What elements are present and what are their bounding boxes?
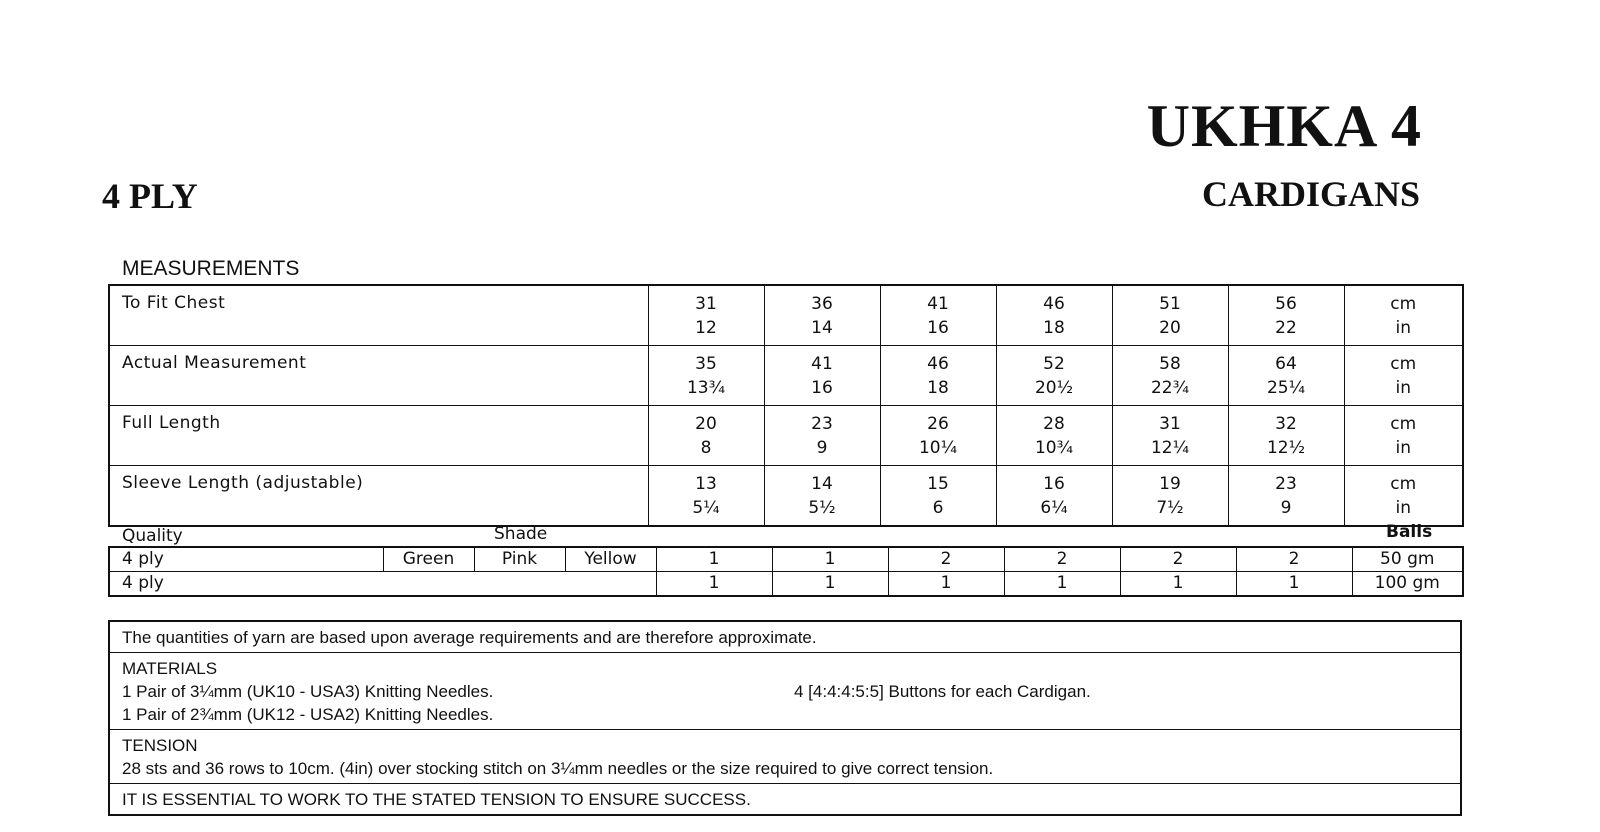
value-in: 22 <box>1275 317 1297 338</box>
value-cm: 36 <box>811 293 833 314</box>
shade-cell: Yellow <box>565 547 656 572</box>
value-in: 25¼ <box>1266 377 1306 398</box>
measurement-row <box>109 346 1463 406</box>
measurements-heading: MEASUREMENTS <box>122 257 300 280</box>
value-in: 13¾ <box>686 377 726 398</box>
buttons-requirement: 4 [4:4:4:5:5] Buttons for each Cardigan. <box>794 682 1091 701</box>
size-value <box>1228 466 1344 527</box>
unit-in: in <box>1395 317 1411 338</box>
size-value <box>880 406 996 466</box>
value-cm: 13 <box>695 473 717 494</box>
size-value <box>648 346 764 406</box>
size-value <box>880 466 996 527</box>
value-in: 16 <box>927 317 949 338</box>
pattern-code: UKHKA 4 <box>1146 93 1422 159</box>
tension-text: 28 sts and 36 rows to 10cm. (4in) over stocking stitch on 3¼mm needles or the size required to give correct tension. <box>122 759 994 778</box>
value-in: 18 <box>927 377 949 398</box>
quality-label: Quality <box>122 526 183 546</box>
value-in: 5¼ <box>692 497 720 518</box>
balls-label: Balls <box>1386 522 1433 542</box>
value-cm: 51 <box>1159 293 1181 314</box>
info-box <box>108 620 1462 816</box>
yarn-table <box>108 546 1464 597</box>
size-value <box>764 466 880 527</box>
value-cm: 31 <box>695 293 717 314</box>
pattern-subtitle: CARDIGANS <box>1201 174 1420 214</box>
yarn-row <box>109 572 1463 597</box>
measurements-table <box>108 284 1464 527</box>
value-cm: 52 <box>1043 353 1065 374</box>
unit-cm: cm <box>1390 353 1417 374</box>
size-value <box>996 346 1112 406</box>
yarn-quality: 4 ply <box>109 572 656 597</box>
size-value <box>1228 346 1344 406</box>
value-in: 9 <box>1280 497 1292 518</box>
size-value <box>996 285 1112 346</box>
size-value <box>1112 346 1228 406</box>
shade-cell: Pink <box>474 547 565 572</box>
value-cm: 41 <box>927 293 949 314</box>
balls-count: 2 <box>1004 547 1120 572</box>
value-in: 8 <box>700 437 712 458</box>
value-in: 22¾ <box>1150 377 1190 398</box>
value-cm: 46 <box>1043 293 1065 314</box>
balls-count: 1 <box>656 572 772 597</box>
size-value <box>1228 406 1344 466</box>
size-value <box>648 466 764 527</box>
ball-weight: 50 gm <box>1352 547 1463 572</box>
value-cm: 19 <box>1159 473 1181 494</box>
unit-in: in <box>1395 437 1411 458</box>
unit-cell <box>1344 406 1463 466</box>
unit-cell <box>1344 466 1463 527</box>
unit-cell <box>1344 285 1463 346</box>
value-cm: 14 <box>811 473 833 494</box>
tension-heading: TENSION <box>122 736 198 755</box>
yarn-body <box>109 547 1463 596</box>
yarn-quality: 4 ply <box>109 547 383 572</box>
size-value <box>648 406 764 466</box>
balls-count: 1 <box>1004 572 1120 597</box>
value-cm: 58 <box>1159 353 1181 374</box>
measurement-label: Full Length <box>109 406 648 466</box>
value-cm: 15 <box>927 473 949 494</box>
size-value <box>996 466 1112 527</box>
shade-cell: Green <box>383 547 474 572</box>
value-cm: 28 <box>1043 413 1065 434</box>
unit-in: in <box>1395 497 1411 518</box>
unit-cell <box>1344 346 1463 406</box>
size-value <box>764 406 880 466</box>
balls-count: 1 <box>772 547 888 572</box>
shade-label: Shade <box>494 524 548 544</box>
unit-cm: cm <box>1390 293 1417 314</box>
value-in: 20½ <box>1034 377 1074 398</box>
unit-in: in <box>1395 377 1411 398</box>
value-in: 20 <box>1159 317 1181 338</box>
value-in: 14 <box>811 317 833 338</box>
value-in: 7½ <box>1156 497 1184 518</box>
measurement-label: Actual Measurement <box>109 346 648 406</box>
value-in: 12¼ <box>1150 437 1190 458</box>
balls-count: 2 <box>1236 547 1352 572</box>
size-value <box>1112 406 1228 466</box>
value-cm: 46 <box>927 353 949 374</box>
value-cm: 35 <box>695 353 717 374</box>
value-in: 5½ <box>808 497 836 518</box>
size-value <box>880 285 996 346</box>
value-in: 18 <box>1043 317 1065 338</box>
measurements-body <box>109 285 1463 526</box>
value-in: 6 <box>932 497 944 518</box>
measurement-label: Sleeve Length (adjustable) <box>109 466 648 527</box>
value-cm: 41 <box>811 353 833 374</box>
unit-cm: cm <box>1390 473 1417 494</box>
yarn-row <box>109 547 1463 572</box>
balls-count: 1 <box>1120 572 1236 597</box>
balls-count: 2 <box>888 547 1004 572</box>
measurement-row <box>109 466 1463 527</box>
size-value <box>1112 466 1228 527</box>
unit-cm: cm <box>1390 413 1417 434</box>
value-in: 12½ <box>1266 437 1306 458</box>
value-cm: 31 <box>1159 413 1181 434</box>
balls-count: 1 <box>772 572 888 597</box>
materials-section <box>110 653 1460 730</box>
value-cm: 16 <box>1043 473 1065 494</box>
value-cm: 26 <box>927 413 949 434</box>
size-value <box>996 406 1112 466</box>
quantity-note: The quantities of yarn are based upon average requirements and are therefore approximate. <box>110 622 1460 653</box>
value-in: 16 <box>811 377 833 398</box>
needles-3-25mm: 1 Pair of 3¼mm (UK10 - USA3) Knitting Needles. <box>122 682 494 701</box>
measurement-row <box>109 406 1463 466</box>
tension-section <box>110 730 1460 784</box>
tension-warning: IT IS ESSENTIAL TO WORK TO THE STATED TENSION TO ENSURE SUCCESS. <box>122 790 751 809</box>
balls-count: 1 <box>656 547 772 572</box>
balls-count: 2 <box>1120 547 1236 572</box>
size-value <box>1228 285 1344 346</box>
value-cm: 20 <box>695 413 717 434</box>
size-value <box>1112 285 1228 346</box>
value-cm: 32 <box>1275 413 1297 434</box>
value-cm: 56 <box>1275 293 1297 314</box>
balls-count: 1 <box>888 572 1004 597</box>
value-in: 10¼ <box>918 437 958 458</box>
value-cm: 64 <box>1275 353 1297 374</box>
measurement-label: To Fit Chest <box>109 285 648 346</box>
materials-line-1 <box>122 680 1448 703</box>
size-value <box>764 285 880 346</box>
balls-count: 1 <box>1236 572 1352 597</box>
size-value <box>648 285 764 346</box>
ball-weight: 100 gm <box>1352 572 1463 597</box>
value-cm: 23 <box>811 413 833 434</box>
needles-2-75mm: 1 Pair of 2¾mm (UK12 - USA2) Knitting Needles. <box>122 705 494 724</box>
value-in: 10¾ <box>1034 437 1074 458</box>
materials-heading: MATERIALS <box>122 659 218 678</box>
measurement-row <box>109 285 1463 346</box>
value-in: 12 <box>695 317 717 338</box>
size-value <box>880 346 996 406</box>
value-in: 9 <box>816 437 828 458</box>
value-in: 6¼ <box>1040 497 1068 518</box>
yarn-weight-title: 4 PLY <box>102 176 198 216</box>
size-value <box>764 346 880 406</box>
value-cm: 23 <box>1275 473 1297 494</box>
